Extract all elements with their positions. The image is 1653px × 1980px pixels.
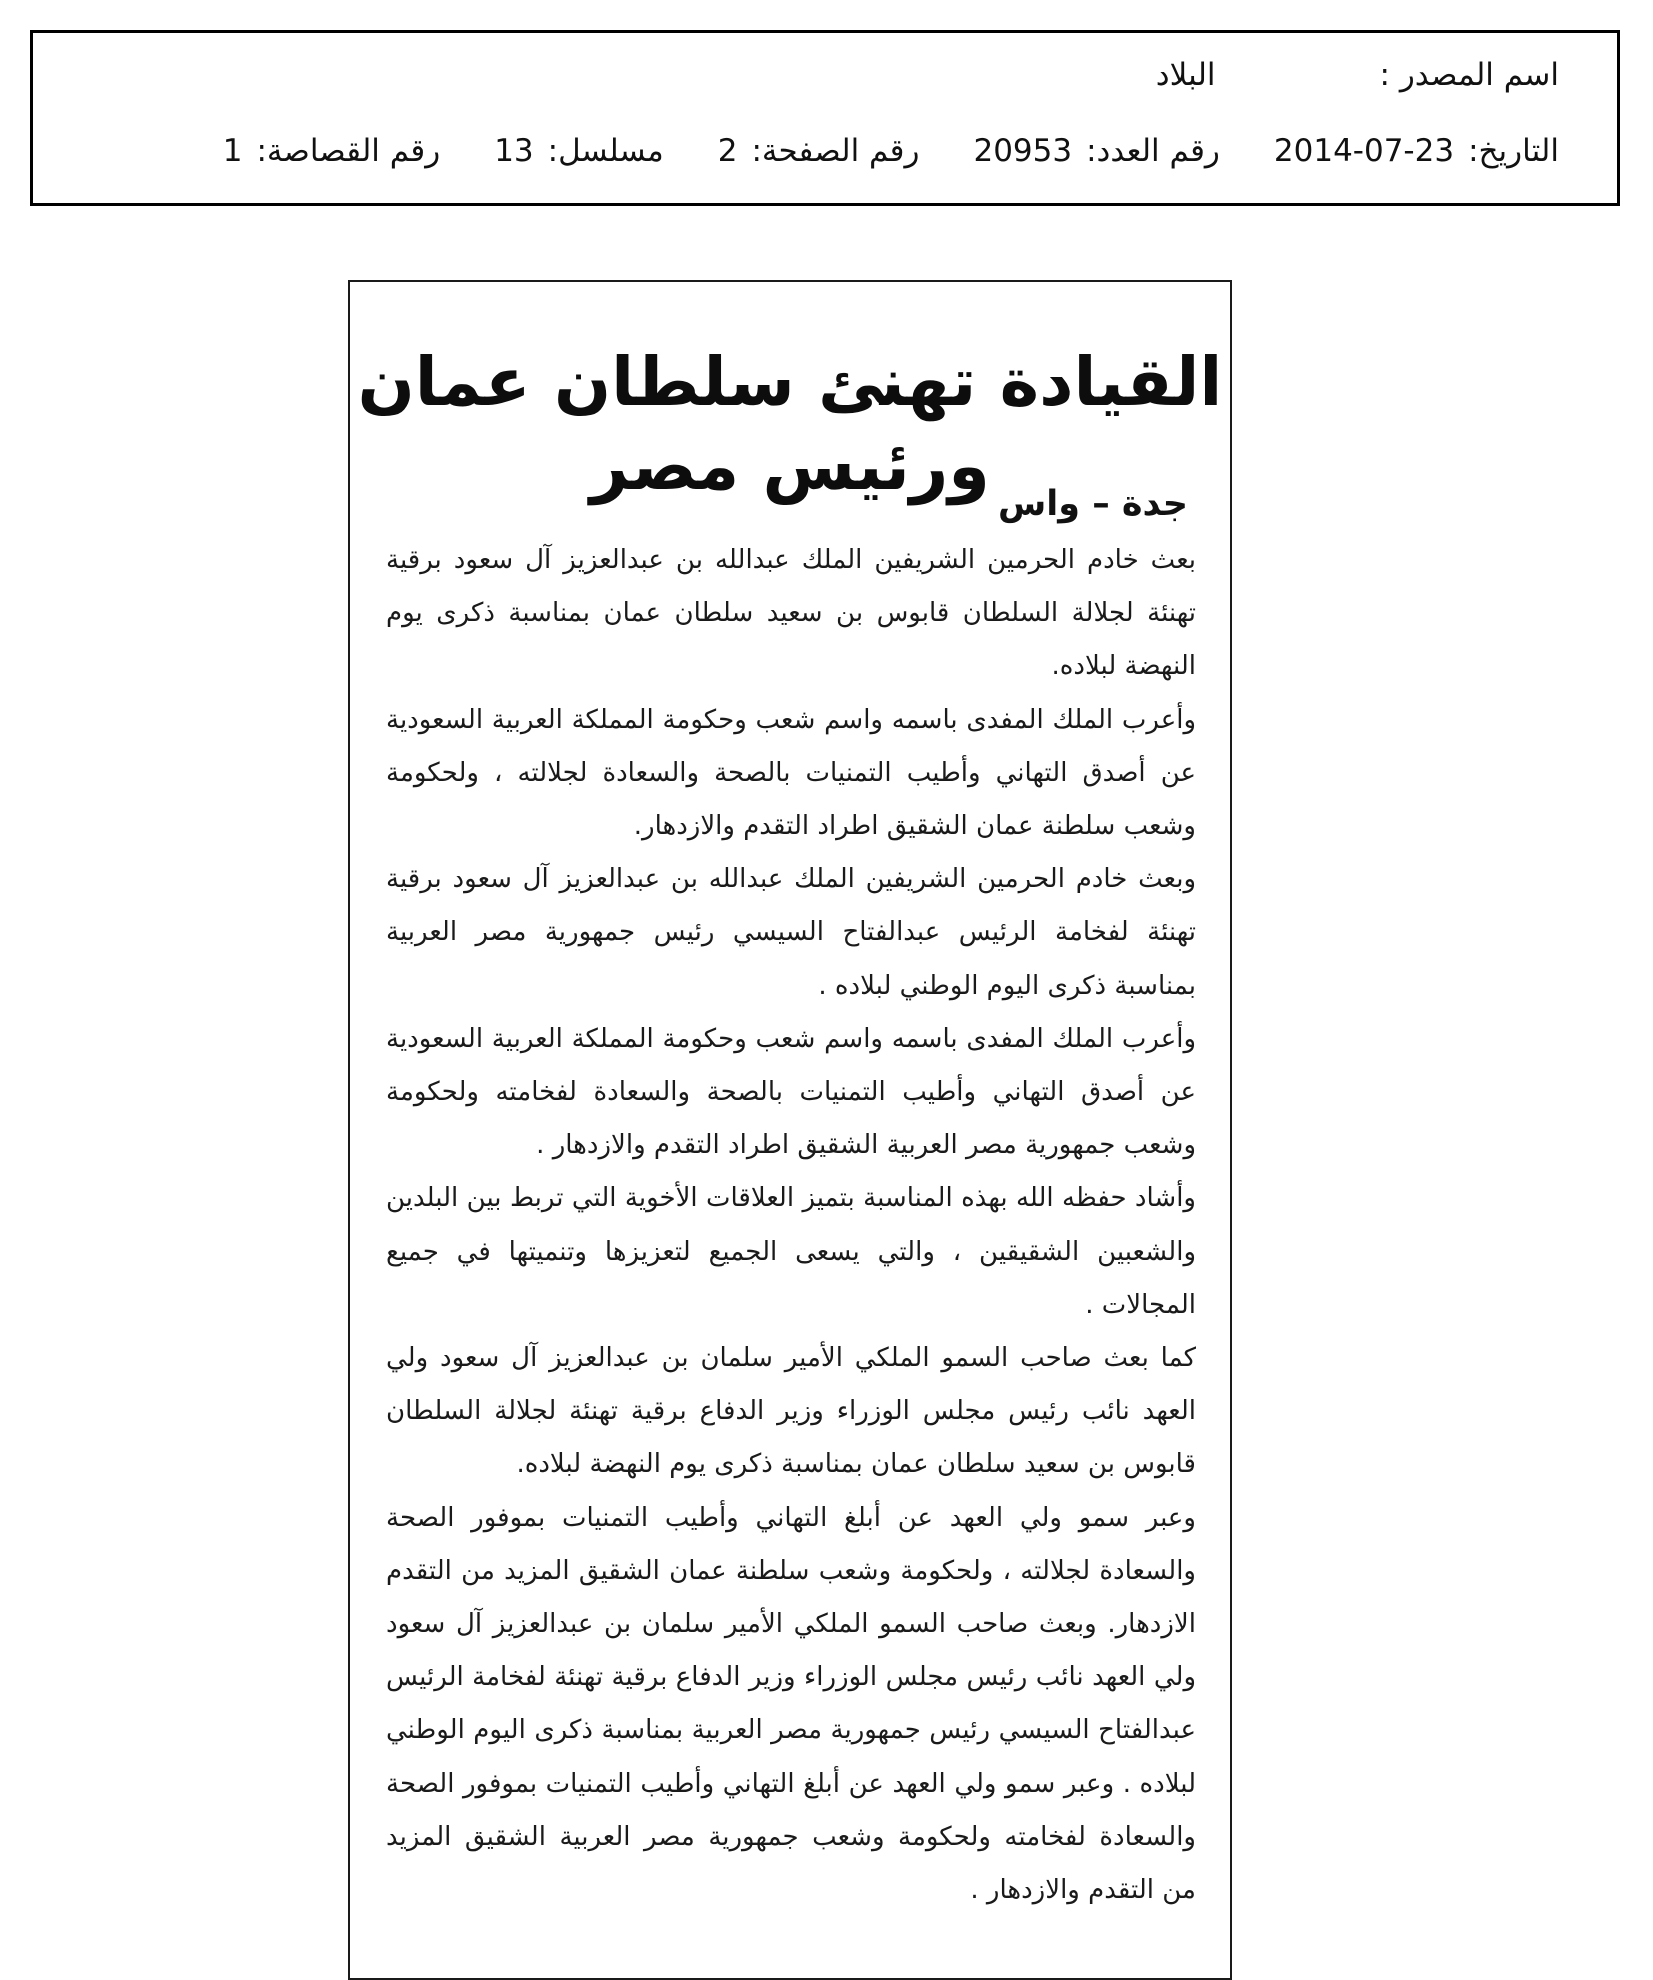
article-paragraph: وأعرب الملك المفدى باسمه واسم شعب وحكومة المملكة العربية السعودية عن أصدق التهاني وأطيب التمنيات بالصحة والسعادة لفخامته ولحكومة وشعب جمهورية مصر العربية الشقيق اطراد التقدم والازدهار . — [386, 1023, 1196, 1161]
source-value: البلاد — [1155, 57, 1216, 93]
page-number-label: رقم الصفحة: — [751, 133, 920, 169]
clipping-number-value: 1 — [222, 133, 243, 169]
newspaper-clipping — [348, 280, 1232, 1980]
article-headline: القيادة تهنئ سلطان عمان ورئيس مصر — [357, 343, 1223, 505]
clipping-number-label: رقم القصاصة: — [256, 133, 441, 169]
page-number-value: 2 — [717, 133, 738, 169]
serial-label: مسلسل: — [547, 133, 664, 169]
date-label: التاريخ: — [1468, 133, 1559, 169]
article-body — [386, 534, 1196, 1917]
article-dateline: جدة – واس — [997, 484, 1188, 524]
article-paragraph: بعث خادم الحرمين الشريفين الملك عبدالله بن عبدالعزيز آل سعود برقية تهنئة لجلالة السلطان قابوس بن سعيد سلطان عمان بمناسبة ذكرى يوم النهضة لبلاده. — [386, 545, 1196, 682]
clipping-metadata-box — [30, 30, 1620, 206]
article-paragraph: وأشاد حفظه الله بهذه المناسبة بتميز العلاقات الأخوية التي تربط بين البلدين والشعبين الشقيقين ، والتي يسعى الجميع لتعزيزها وتنميتها في جميع المجالات . — [386, 1183, 1196, 1320]
article-paragraph: وأعرب الملك المفدى باسمه واسم شعب وحكومة المملكة العربية السعودية عن أصدق التهاني وأطيب التمنيات بالصحة والسعادة لجلالته ، ولحكومة وشعب سلطنة عمان الشقيق اطراد التقدم والازدهار. — [386, 704, 1196, 842]
source-row — [1156, 55, 1559, 95]
details-row — [223, 131, 1559, 171]
serial-value: 13 — [494, 133, 534, 169]
article-paragraph: وبعث خادم الحرمين الشريفين الملك عبدالله بن عبدالعزيز آل سعود برقية تهنئة لفخامة الرئيس عبدالفتاح السيسي رئيس جمهورية مصر العربية بمناسبة ذكرى اليوم الوطني لبلاده . — [386, 864, 1196, 1001]
issue-number-label: رقم العدد: — [1086, 133, 1220, 169]
issue-number-value: 20953 — [973, 133, 1073, 169]
date-value: 2014-07-23 — [1273, 133, 1455, 169]
source-label: اسم المصدر : — [1379, 57, 1559, 93]
article-paragraph: وعبر سمو ولي العهد عن أبلغ التهاني وأطيب التمنيات بموفور الصحة والسعادة لجلالته ، ولحكومة وشعب سلطنة عمان الشقيق المزيد من التقدم الازدهار. وبعث صاحب السمو الملكي الأمير سلمان بن عبدالعزيز آل سعود ولي العهد نائب رئيس مجلس الوزراء وزير الدفاع برقية تهنئة لفخامة الرئيس عبدالفتاح السيسي رئيس جمهورية مصر العربية بمناسبة ذكرى اليوم الوطني لبلاده . وعبر سمو ولي العهد عن أبلغ التهاني وأطيب التمنيات بموفور الصحة والسعادة لفخامته ولحكومة وشعب جمهورية مصر العربية الشقيق المزيد من التقدم والازدهار . — [386, 1502, 1196, 1906]
article-paragraph: كما بعث صاحب السمو الملكي الأمير سلمان بن عبدالعزيز آل سعود ولي العهد نائب رئيس مجلس الوزراء وزير الدفاع برقية تهنئة لجلالة السلطان قابوس بن سعيد سلطان عمان بمناسبة ذكرى يوم النهضة لبلاده. — [386, 1343, 1196, 1480]
